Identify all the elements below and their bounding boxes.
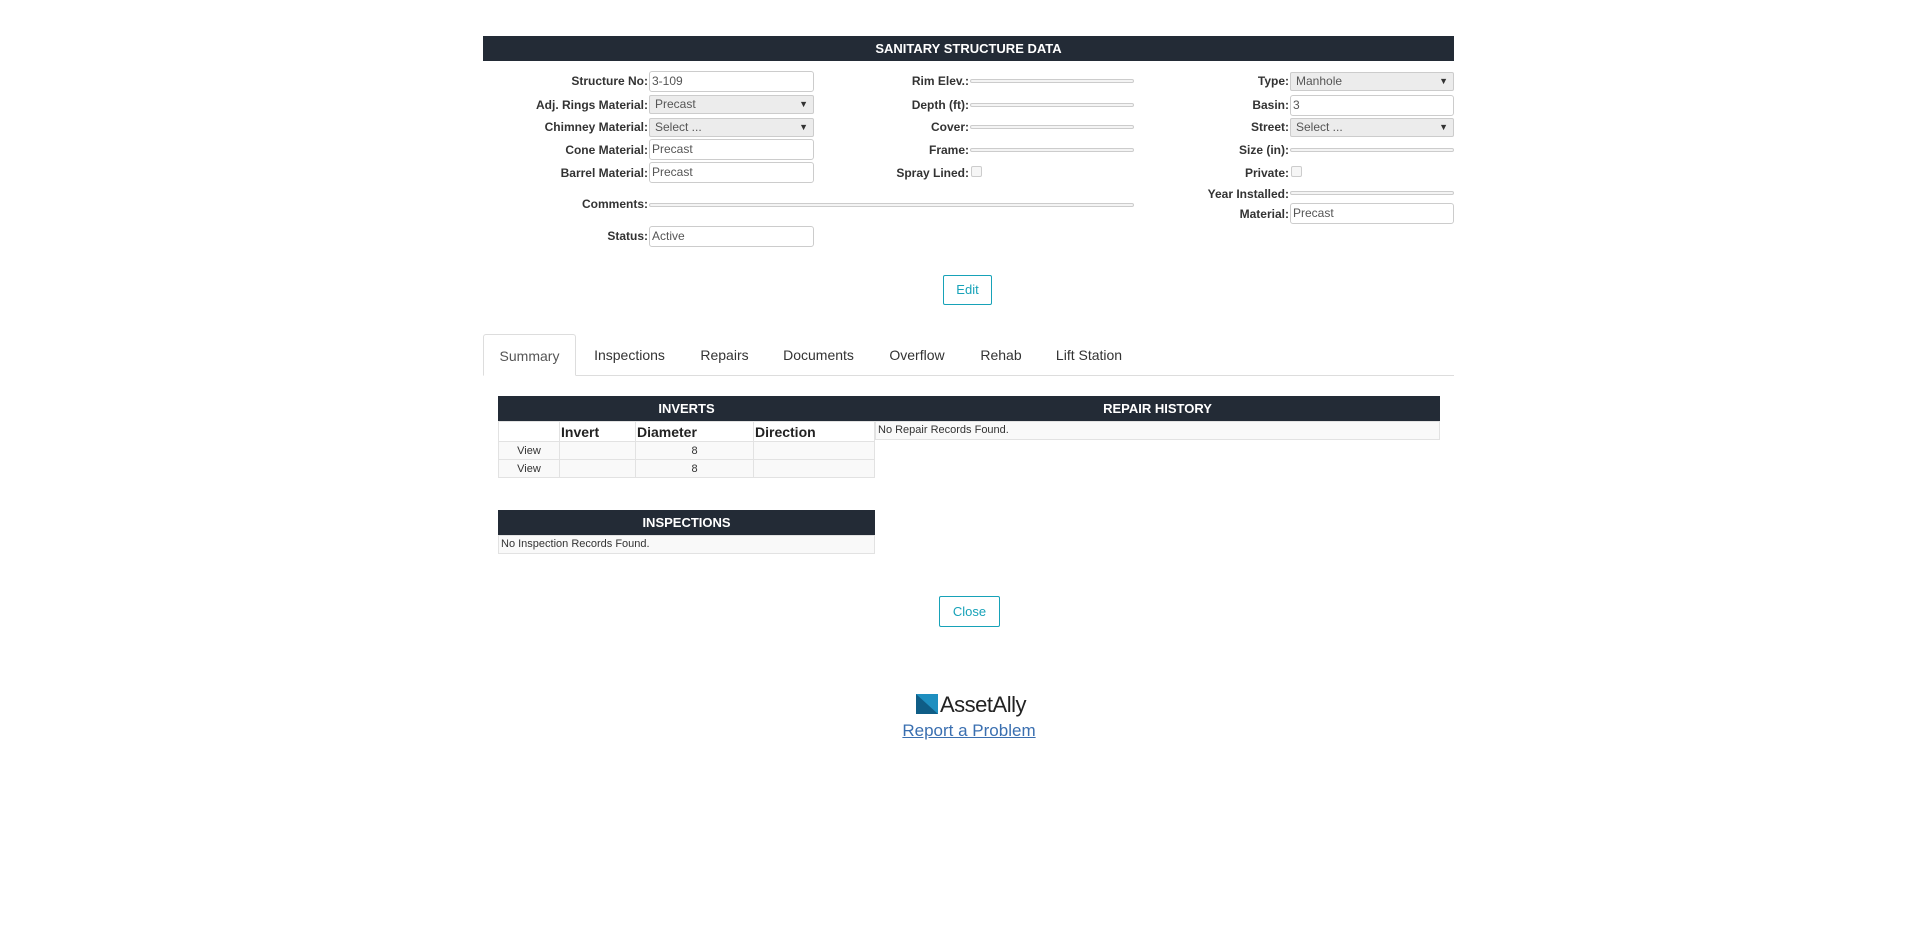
cover-field[interactable] — [970, 125, 1134, 129]
cone-material-field[interactable]: Precast — [649, 139, 814, 160]
street-label: Street: — [1250, 120, 1289, 134]
col-direction: Direction — [754, 422, 875, 442]
edit-button[interactable]: Edit — [943, 275, 992, 305]
status-field[interactable]: Active — [649, 226, 814, 247]
chimney-material-select[interactable] — [649, 118, 814, 137]
invert-cell — [560, 442, 636, 460]
tab-overflow[interactable]: Overflow — [889, 347, 945, 363]
logo-text: AssetAlly — [940, 692, 1026, 717]
type-select[interactable] — [1290, 72, 1454, 91]
structure-no-label: Structure No: — [571, 74, 648, 88]
chevron-down-icon: ▼ — [799, 99, 808, 109]
private-checkbox[interactable] — [1291, 166, 1302, 177]
cone-material-label: Cone Material: — [565, 143, 648, 157]
street-value: Select ... — [1296, 120, 1343, 134]
logo-mark-icon — [916, 694, 938, 716]
inspections-header: INSPECTIONS — [498, 510, 875, 535]
inverts-header-row — [499, 422, 875, 442]
barrel-material-label: Barrel Material: — [560, 166, 648, 180]
barrel-material-field[interactable]: Precast — [649, 162, 814, 183]
adj-rings-material-label: Adj. Rings Material: — [535, 98, 648, 112]
diameter-cell: 8 — [636, 460, 754, 478]
tab-lift-station[interactable]: Lift Station — [1055, 347, 1123, 363]
depth-field[interactable] — [970, 103, 1134, 107]
col-invert: Invert — [560, 422, 636, 442]
inspections-empty: No Inspection Records Found. — [498, 535, 875, 554]
cover-label: Cover: — [930, 120, 969, 134]
direction-cell — [754, 460, 875, 478]
table-row — [499, 442, 875, 460]
material-field[interactable]: Precast — [1290, 203, 1454, 224]
private-label: Private: — [1244, 166, 1289, 180]
spray-lined-label: Spray Lined: — [896, 166, 969, 180]
year-installed-label: Year Installed: — [1207, 187, 1289, 201]
rim-elev-field[interactable] — [970, 79, 1134, 83]
view-link[interactable]: View — [499, 442, 560, 460]
col-action — [499, 422, 560, 442]
frame-field[interactable] — [970, 148, 1134, 152]
repair-history-empty: No Repair Records Found. — [875, 421, 1440, 440]
tab-inspections[interactable]: Inspections — [594, 347, 665, 363]
size-label: Size (in): — [1239, 143, 1289, 157]
year-installed-field[interactable] — [1290, 191, 1454, 195]
page-title: SANITARY STRUCTURE DATA — [483, 36, 1454, 61]
inverts-table — [498, 421, 875, 478]
tab-summary[interactable]: Summary — [483, 334, 576, 376]
chevron-down-icon: ▼ — [799, 122, 808, 132]
invert-cell — [560, 460, 636, 478]
repair-history-header: REPAIR HISTORY — [875, 396, 1440, 421]
view-link[interactable]: View — [499, 460, 560, 478]
basin-field[interactable]: 3 — [1290, 95, 1454, 116]
type-value: Manhole — [1296, 74, 1343, 88]
adj-rings-material-value: Precast — [655, 97, 696, 111]
spray-lined-checkbox[interactable] — [971, 166, 982, 177]
chevron-down-icon: ▼ — [1439, 122, 1448, 132]
asset-ally-logo — [914, 690, 1024, 720]
chevron-down-icon: ▼ — [1439, 76, 1448, 86]
comments-field[interactable] — [649, 203, 1134, 207]
material-label: Material: — [1239, 207, 1289, 221]
col-diameter: Diameter — [636, 422, 754, 442]
inverts-header: INVERTS — [498, 396, 875, 421]
close-button[interactable]: Close — [939, 596, 1000, 627]
size-field[interactable] — [1290, 148, 1454, 152]
tab-documents[interactable]: Documents — [783, 347, 854, 363]
rim-elev-label: Rim Elev.: — [911, 74, 969, 88]
depth-label: Depth (ft): — [911, 98, 969, 112]
structure-no-field[interactable]: 3-109 — [649, 71, 814, 92]
report-problem-link[interactable]: Report a Problem — [902, 721, 1036, 740]
chimney-material-value: Select ... — [655, 120, 702, 134]
status-label: Status: — [607, 229, 648, 243]
table-row — [499, 460, 875, 478]
adj-rings-material-select[interactable] — [649, 95, 814, 114]
direction-cell — [754, 442, 875, 460]
diameter-cell: 8 — [636, 442, 754, 460]
tab-rehab[interactable]: Rehab — [980, 347, 1022, 363]
chimney-material-label: Chimney Material: — [544, 120, 648, 134]
tab-repairs[interactable]: Repairs — [700, 347, 749, 363]
basin-label: Basin: — [1252, 98, 1289, 112]
type-label: Type: — [1257, 74, 1289, 88]
street-select[interactable] — [1290, 118, 1454, 137]
frame-label: Frame: — [928, 143, 969, 157]
comments-label: Comments: — [581, 197, 648, 211]
